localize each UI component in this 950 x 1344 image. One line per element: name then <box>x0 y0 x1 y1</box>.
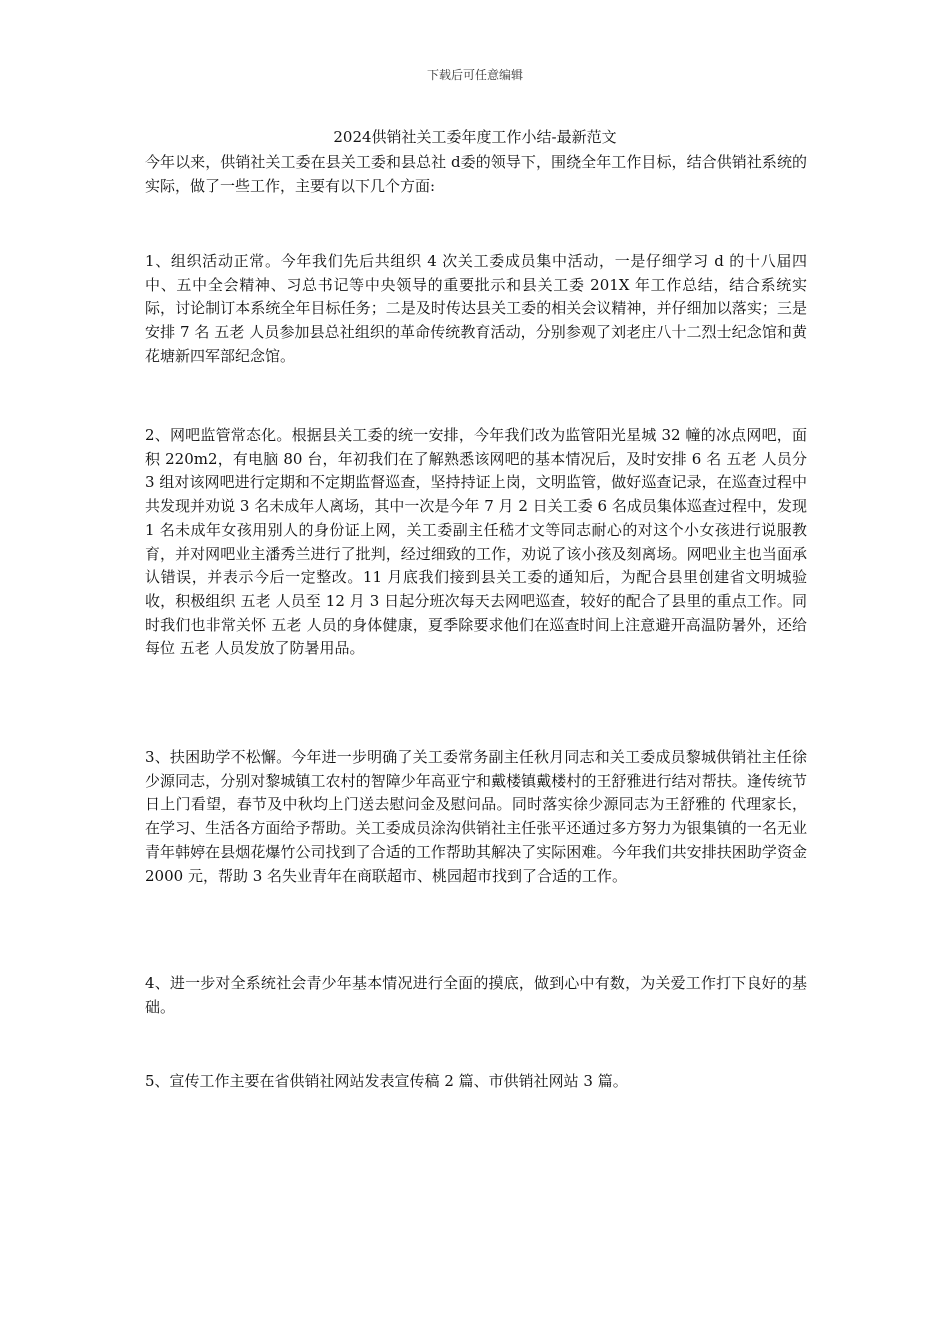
paragraph-1: 1、组织活动正常。今年我们先后共组织 4 次关工委成员集中活动，一是仔细学习 d 的十八届四中、五中全会精神、习总书记等中央领导的重要批示和县关工委 201X 年工作总结，结合系统实际，讨论制订本系统全年目标任务；二是及时传达县关工委的相关会议精神，并仔细加以落实；三是安排 7 名 五老 人员参加县总社组织的革命传统教育活动，分别参观了刘老庄八十二烈士纪念馆和黄花塘新四军部纪念馆。 <box>145 252 807 365</box>
page-header-note: 下载后可任意编辑 <box>426 68 523 82</box>
document-title: 2024供销社关工委年度工作小结-最新范文 <box>333 128 617 146</box>
paragraph-4: 4、进一步对全系统社会青少年基本情况进行全面的摸底，做到心中有数，为关爱工作打下良好的基础。 <box>145 974 807 1016</box>
paragraph-5: 5、宣传工作主要在省供销社网站发表宣传稿 2 篇、市供销社网站 3 篇。 <box>145 1072 628 1090</box>
intro-paragraph: 今年以来，供销社关工委在县关工委和县总社 d委的领导下，围绕全年工作目标，结合供销社系统的实际，做了一些工作，主要有以下几个方面: <box>145 153 807 195</box>
paragraph-3: 3、扶困助学不松懈。今年进一步明确了关工委常务副主任秋月同志和关工委成员黎城供销社主任徐少源同志，分别对黎城镇工农村的智障少年高亚宁和戴楼镇戴楼村的王舒雅进行结对帮扶。逢传统节日上门看望，春节及中秋均上门送去慰问金及慰问品。同时落实徐少源同志为王舒雅的 代理家长，在学习、生活各方面给予帮助。关工委成员涂沟供销社主任张平还通过多方努力为银集镇的一名无业青年韩婷在县烟花爆竹公司找到了合适的工作帮助其解决了实际困难。今年我们共安排扶困助学资金 2000 元，帮助 3 名失业青年在商联超市、桃园超市找到了合适的工作。 <box>145 748 807 885</box>
paragraph-2: 2、网吧监管常态化。根据县关工委的统一安排，今年我们改为监管阳光星城 32 幢的冰点网吧，面积 220m2，有电脑 80 台，年初我们在了解熟悉该网吧的基本情况后，及时安排 6 名 五老 人员分 3 组对该网吧进行定期和不定期监督巡查，坚持持证上岗，文明监管，做好巡查记录，在巡查过程中共发现并劝说 3 名未成年人离场，其中一次是今年 7 月 2 日关工委 6 名成员集体巡查过程中，发现 1 名未成年女孩用别人的身份证上网，关工委副主任嵇才文等同志耐心的对这个小女孩进行说服教育，并对网吧业主潘秀兰进行了批判，经过细致的工作，劝说了该小孩及刻离场。网吧业主也当面承认错误，并表示今后一定整改。11 月底我们接到县关工委的通知后，为配合县里创建省文明城验收，积极组织 五老 人员至 12 月 3 日起分班次每天去网吧巡查，较好的配合了县里的重点工作。同时我们也非常关怀 五老 人员的身体健康，夏季除要求他们在巡查时间上注意避开高温防暑外，还给每位 五老 人员发放了防暑用品。 <box>145 426 807 658</box>
